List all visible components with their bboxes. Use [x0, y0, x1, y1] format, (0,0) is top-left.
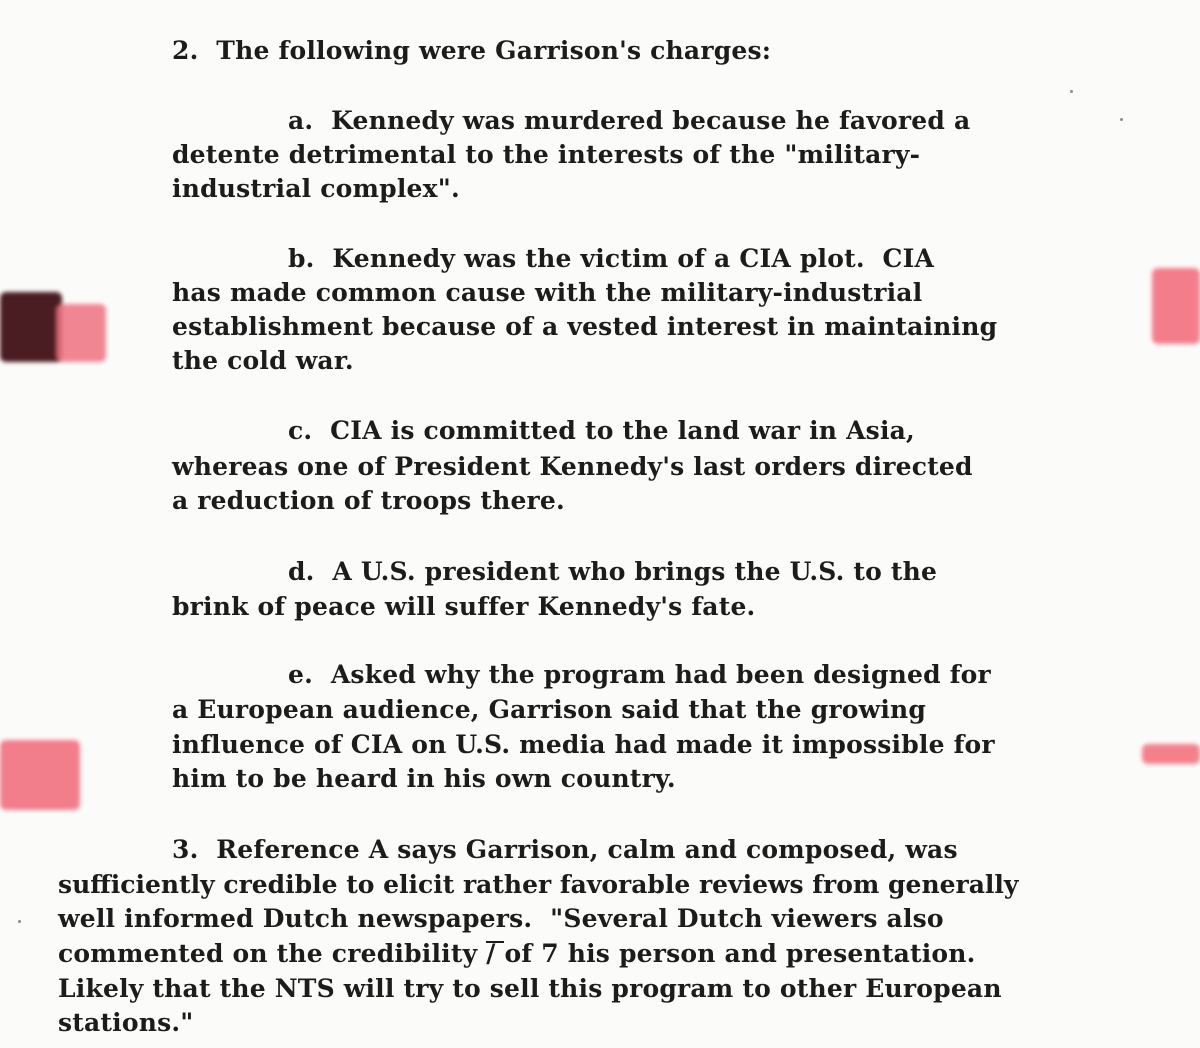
redaction-mark-right-bottom	[1142, 744, 1200, 764]
scan-speck	[18, 920, 21, 923]
scan-speck	[1070, 90, 1073, 93]
scan-speck	[1120, 118, 1123, 121]
paragraph-3-line-5: Likely that the NTS will try to sell this program to other European	[58, 974, 1002, 1003]
item-b-line-3: establishment because of a vested interest in maintaining	[172, 312, 998, 341]
item-b-line-4: the cold war.	[172, 346, 354, 375]
item-e-line-3: influence of CIA on U.S. media had made it impossible for	[172, 730, 995, 759]
item-d-line-2: brink of peace will suffer Kennedy's fate.	[172, 592, 756, 621]
paragraph-3-line-1: 3. Reference A says Garrison, calm and composed, was	[172, 835, 958, 864]
paragraph-3-line-4-after: his person and presentation.	[558, 939, 976, 968]
item-e-line-2: a European audience, Garrison said that the growing	[172, 695, 927, 724]
paragraph-3-line-2: sufficiently credible to elicit rather favorable reviews from generally	[58, 870, 1019, 899]
paragraph-2-line-1: 2. The following were Garrison's charges:	[172, 36, 772, 65]
item-b-line-2: has made common cause with the military-industrial	[172, 278, 923, 307]
item-c-line-2: whereas one of President Kennedy's last orders directed	[172, 452, 973, 481]
redaction-mark-right-top	[1152, 268, 1200, 344]
item-a-line-3: industrial complex".	[172, 174, 460, 203]
paragraph-3-line-4	[58, 939, 976, 969]
paragraph-3-line-3: well informed Dutch newspapers. "Several Dutch viewers also	[58, 904, 944, 933]
item-a-line-2: detente detrimental to the interests of the "military-	[172, 140, 921, 169]
paragraph-3-line-6: stations."	[58, 1008, 194, 1037]
redaction-mark-left-pink	[56, 304, 106, 362]
item-c-line-1: c. CIA is committed to the land war in Asia,	[288, 416, 915, 445]
item-e-line-4: him to be heard in his own country.	[172, 764, 676, 793]
redaction-mark-left-dark	[0, 292, 62, 362]
item-a-line-1: a. Kennedy was murdered because he favored a	[288, 106, 971, 135]
editorial-bracket-insertion: / of 7	[486, 939, 559, 968]
item-b-line-1: b. Kennedy was the victim of a CIA plot. CIA	[288, 244, 935, 273]
redaction-mark-left-bottom	[0, 740, 80, 810]
item-e-line-1: e. Asked why the program had been designed for	[288, 660, 991, 689]
item-d-line-1: d. A U.S. president who brings the U.S. to the	[288, 557, 938, 586]
item-c-line-3: a reduction of troops there.	[172, 486, 565, 515]
paragraph-3-line-4-before: commented on the credibility	[58, 939, 487, 968]
